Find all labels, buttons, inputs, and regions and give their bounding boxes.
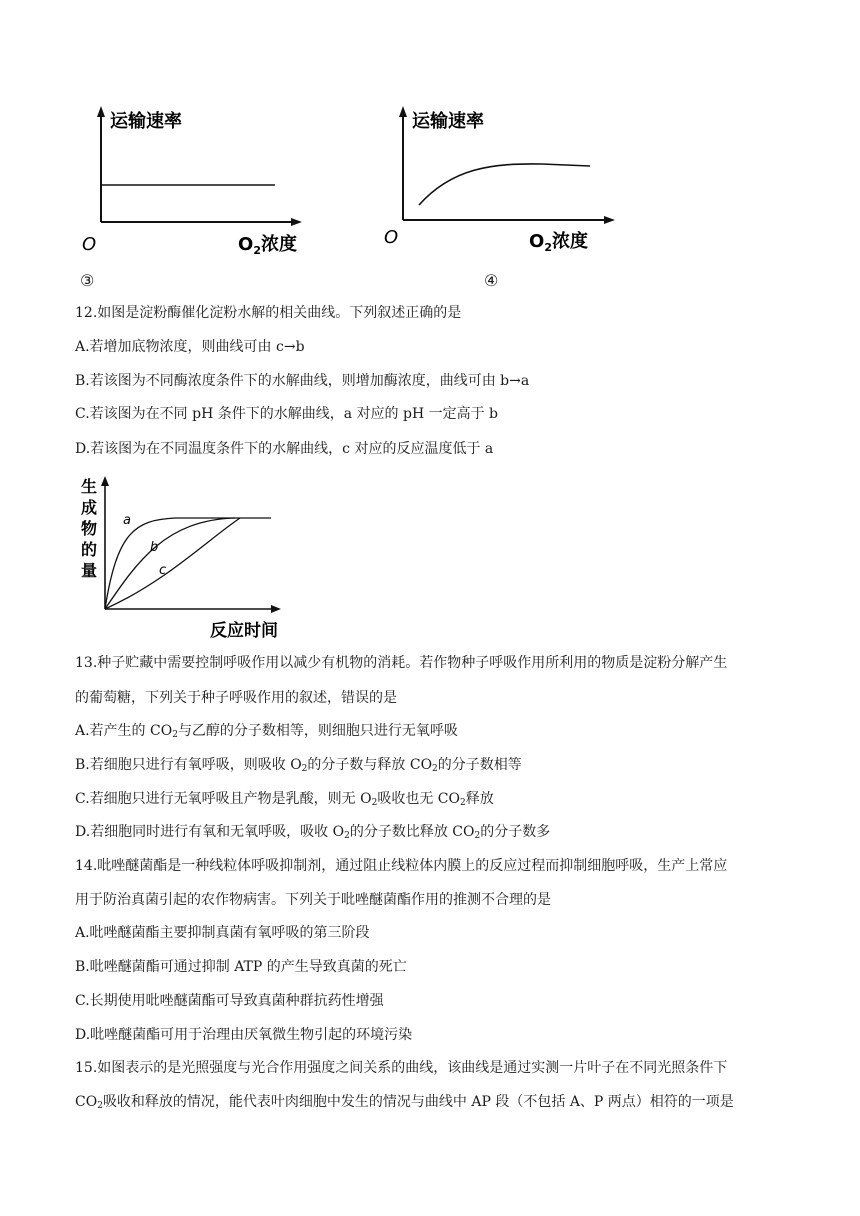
q12-ylabel-char-1: 生 <box>81 477 98 496</box>
fig4-y-arrow <box>399 106 407 117</box>
fig4-ylabel: 运输速率 <box>412 111 484 132</box>
fig3-origin: O <box>82 234 97 255</box>
q12-option-d: D.若该图为在不同温度条件下的水解曲线，c 对应的反应温度低于 a <box>75 441 494 457</box>
q12-ylabel-char-4: 的 <box>81 540 98 559</box>
q12-ylabel <box>81 477 97 580</box>
q12-curve-b-label: b <box>150 540 159 555</box>
figure-4 <box>382 100 642 260</box>
q12-curve-c <box>105 518 240 609</box>
fig3-ylabel: 运输速率 <box>110 111 182 132</box>
q13-option-b: B.若细胞只进行有氧呼吸，则吸收 $O_2$的分子数与释放 $CO_2$的分子数相等 <box>75 757 522 774</box>
q12-x-arrow <box>271 605 281 613</box>
q14-option-b: B.吡唑醚菌酯可通过抑制 ATP 的产生导致真菌的死亡 <box>75 959 407 975</box>
q12-ylabel-char-3: 物 <box>81 519 98 538</box>
fig3-x-arrow <box>291 218 302 226</box>
q12-curve-c-label: c <box>159 563 167 578</box>
q13-option-c: C.若细胞只进行无氧呼吸且产物是乳酸，则无 $O_2$吸收也无 $CO_2$释放 <box>75 791 494 808</box>
q12-ylabel-char-2: 成 <box>81 498 98 517</box>
q12-option-a: A.若增加底物浓度，则曲线可由 c→b <box>75 339 305 355</box>
q15-stem-line-2: $CO_2$吸收和释放的情况，能代表叶肉细胞中发生的情况与曲线中 AP 段（不包括 A、P 两点）相符的一项是 <box>75 1094 734 1111</box>
q14-option-c: C.长期使用吡唑醚菌酯可导致真菌种群抗药性增强 <box>75 993 384 1009</box>
q13-stem-line-2: 的葡萄糖，下列关于种子呼吸作用的叙述，错误的是 <box>75 690 397 706</box>
q12-stem: 12.如图是淀粉酶催化淀粉水解的相关曲线。下列叙述正确的是 <box>75 305 462 321</box>
fig3-xlabel: $O_2$浓度 <box>238 234 297 257</box>
q12-option-c: C.若该图为在不同 pH 条件下的水解曲线，a 对应的 pH 一定高于 b <box>75 406 499 422</box>
fig4-x-arrow <box>604 216 615 224</box>
figure-3 <box>80 100 340 260</box>
q12-curve-b <box>105 518 235 609</box>
fig3-y-arrow <box>97 106 105 117</box>
q12-curve-a-label: a <box>123 513 131 528</box>
q14-option-a: A.吡唑醚菌酯主要抑制真菌有氧呼吸的第三阶段 <box>75 925 370 941</box>
q12-ylabel-char-5: 量 <box>81 561 98 580</box>
fig4-curve <box>419 164 590 205</box>
q13-option-d: D.若细胞同时进行有氧和无氧呼吸，吸收 $O_2$的分子数比释放 $CO_2$的分子数多 <box>75 824 551 841</box>
q13-stem-line-1: 13.种子贮藏中需要控制呼吸作用以减少有机物的消耗。若作物种子呼吸作用所利用的物质是淀粉分解产生 <box>75 655 728 671</box>
q14-stem-line-1: 14.吡唑醚菌酯是一种线粒体呼吸抑制剂，通过阻止线粒体内膜上的反应过程而抑制细胞呼吸，生产上常应 <box>75 858 728 874</box>
q14-option-d: D.吡唑醚菌酯可用于治理由厌氧微生物引起的环境污染 <box>75 1027 413 1043</box>
q14-stem-line-2: 用于防治真菌引起的农作物病害。下列关于吡唑醚菌酯作用的推测不合理的是 <box>75 892 551 908</box>
fig4-caption: ④ <box>484 271 499 290</box>
q15-stem-line-1: 15.如图表示的是光照强度与光合作用强度之间关系的曲线，该曲线是通过实测一片叶子在不同光照条件下 <box>75 1060 728 1076</box>
q12-y-arrow <box>101 476 109 486</box>
fig4-xlabel: $O_2$浓度 <box>529 231 588 254</box>
q12-figure <box>75 472 295 644</box>
q13-option-a: A.若产生的 $CO_2$与乙醇的分子数相等，则细胞只进行无氧呼吸 <box>75 723 458 740</box>
q12-xlabel: 反应时间 <box>210 621 278 641</box>
fig3-caption: ③ <box>80 271 95 290</box>
q12-option-b: B.若该图为不同酶浓度条件下的水解曲线，则增加酶浓度，曲线可由 b→a <box>75 373 530 389</box>
fig4-origin: O <box>384 227 399 248</box>
